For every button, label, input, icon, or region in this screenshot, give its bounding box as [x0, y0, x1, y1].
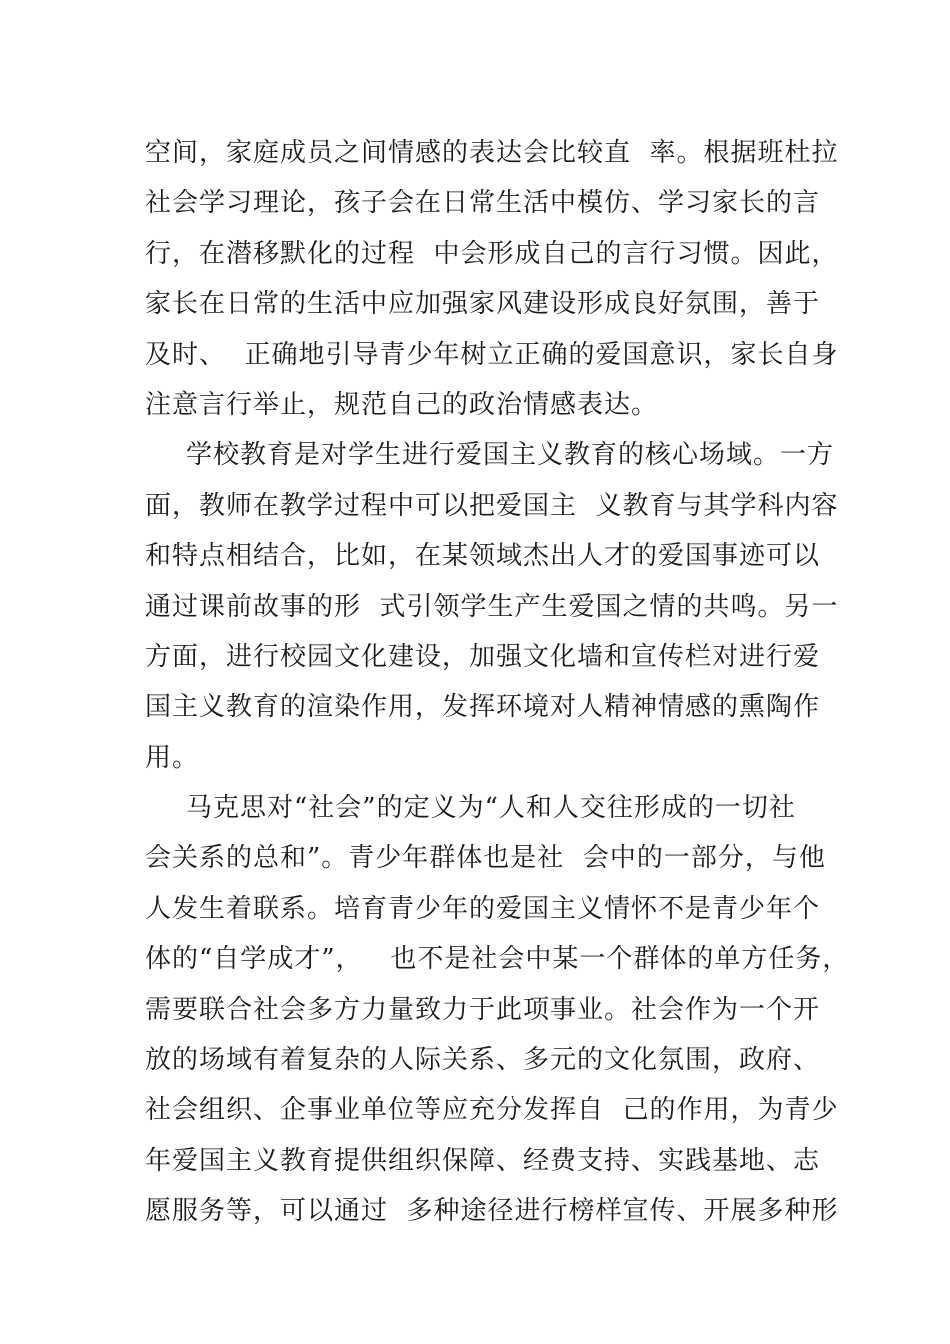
text-line: 及时、 正确地引导青少年树立正确的爱国意识，家长自身 [145, 339, 839, 370]
text-line: 需要联合社会多方力量致力于此项事业。社会作为一个开 [145, 994, 821, 1025]
text-line: 空间，家庭成员之间情感的表达会比较直 率。根据班杜拉 [145, 138, 839, 168]
text-line: 用。 [145, 742, 200, 773]
text-line: 社会学习理论，孩子会在日常生活中模仿、学习家长的言 [145, 188, 821, 219]
text-line: 行，在潜移默化的过程 中会形成自己的言行习惯。因此， [145, 238, 839, 269]
text-line: 家长在日常的生活中应加强家风建设形成良好氛围，善于 [145, 289, 821, 320]
text-line: 社会组织、企事业单位等应充分发挥自 己的作用，为青少 [145, 1095, 839, 1126]
text-line: 年爱国主义教育提供组织保障、经费支持、实践基地、志 [145, 1145, 821, 1176]
body-text [145, 128, 850, 1237]
text-line: 放的场域有着复杂的人际关系、多元的文化氛围，政府、 [145, 1045, 821, 1076]
text-line: 和特点相结合，比如，在某领域杰出人才的爱国事迹可以 [145, 541, 821, 572]
text-line: 愿服务等，可以通过 多种途径进行榜样宣传、开展多种形 [145, 1196, 839, 1227]
text-line: 通过课前故事的形 式引领学生产生爱国之情的共鸣。另一 [145, 591, 839, 622]
text-line: 会关系的总和”。青少年群体也是社 会中的一部分，与他 [145, 843, 826, 874]
paragraph-first-line: 马克思对“社会”的定义为“人和人交往形成的一切社 [186, 793, 796, 824]
text-line: 注意言行举止，规范自己的政治情感表达。 [145, 389, 659, 420]
text-line: 人发生着联系。培育青少年的爱国主义情怀不是青少年个 [145, 893, 821, 924]
text-line: 体的“自学成才”， 也不是社会中某一个群体的单方任务， [145, 944, 850, 975]
text-line: 方面，进行校园文化建设，加强文化墙和宣传栏对进行爱 [145, 641, 821, 672]
text-line: 国主义教育的渲染作用，发挥环境对人精神情感的熏陶作 [145, 692, 821, 723]
paragraph-first-line: 学校教育是对学生进行爱国主义教育的核心场域。一方 [186, 440, 835, 471]
text-line: 面，教师在教学过程中可以把爱国主 义教育与其学科内容 [145, 490, 839, 521]
